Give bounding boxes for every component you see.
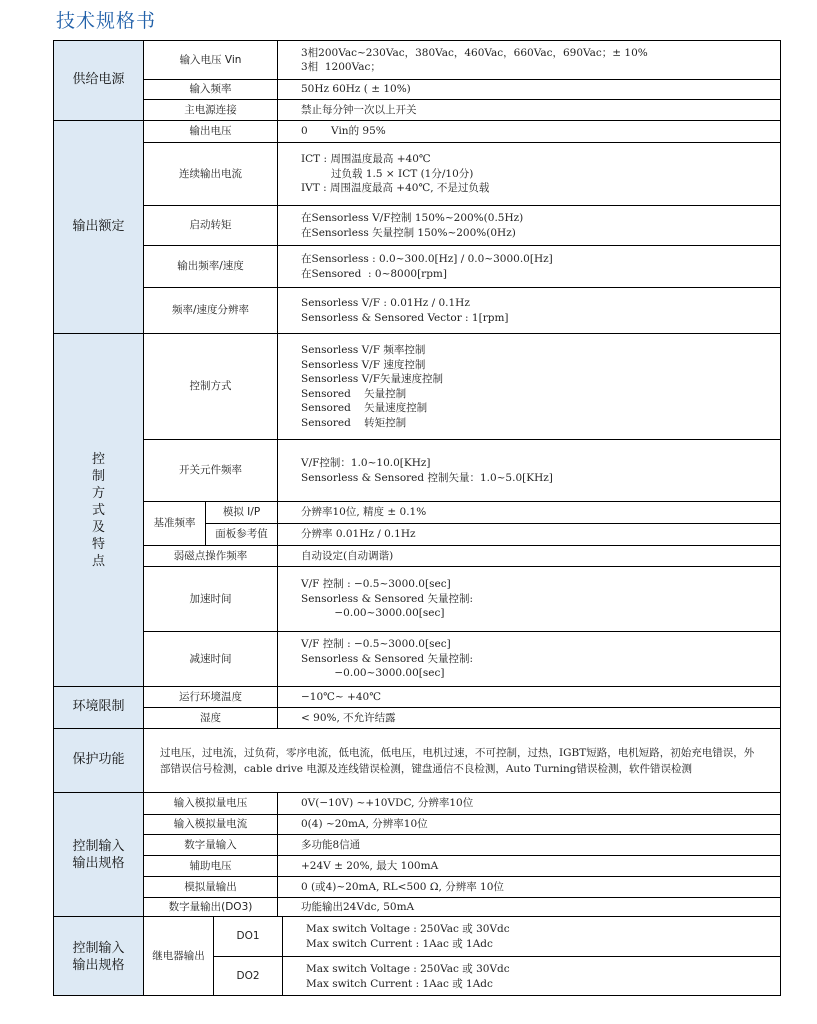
row-label: [144, 815, 278, 835]
value-line: 0(4) ~20mA, 分辨率10位: [301, 818, 428, 831]
row-value: [278, 288, 781, 334]
value-line: Sensored 矢量控制: [301, 387, 407, 400]
row-label-text: 控制方式: [189, 380, 232, 393]
panel-ref-value-text: 分辨率 0.01Hz / 0.1Hz: [301, 528, 416, 541]
category-protection: [54, 729, 144, 793]
row-label-text: 开关元件频率: [179, 464, 242, 477]
category-char: 及: [91, 519, 105, 535]
row-label-text: 输入模拟量电流: [173, 818, 248, 831]
relay-output-label-text: 继电器输出: [152, 950, 205, 963]
value-line: Sensorless V/F 速度控制: [301, 358, 426, 371]
row-label: [144, 856, 278, 877]
row-label: [144, 440, 278, 502]
row-label-text: 输出频率/速度: [177, 260, 244, 273]
value-line: +24V ± 20%, 最大 100mA: [301, 859, 439, 872]
row-label: [144, 898, 278, 917]
row-value: [278, 856, 781, 877]
row-label: [144, 143, 278, 206]
category-env: [54, 687, 144, 729]
value-line: IVT : 周围温度最高 +40℃, 不是过负载: [301, 182, 490, 195]
do2-label: [214, 957, 283, 996]
category-output: [54, 121, 144, 334]
value-line: Sensorless & Sensored Vector : 1[rpm]: [301, 311, 509, 324]
page-title: 技术规格书: [56, 10, 157, 32]
row-value: [278, 246, 781, 288]
row-label-text: 数字量输入: [184, 838, 237, 851]
row-label: [144, 632, 278, 687]
row-label-text: 输入模拟量电压: [173, 797, 248, 810]
value-line: −0.00~3000.00[sec]: [301, 607, 445, 620]
value-line: Sensored 转矩控制: [301, 416, 407, 429]
panel-ref-label-text: 面板参考值: [215, 528, 268, 541]
protection-text: [144, 729, 781, 793]
analog-ip-label: [206, 502, 278, 524]
row-label: [144, 334, 278, 440]
value-line: 自动设定(自动调谐): [301, 549, 394, 562]
value-line: −0.00~3000.00[sec]: [301, 667, 445, 680]
row-label: [144, 793, 278, 815]
value-line: V/F控制：1.0~10.0[KHz]: [301, 457, 431, 469]
row-value: [278, 898, 781, 917]
row-label-text: 湿度: [200, 711, 221, 724]
row-label: [144, 567, 278, 632]
value-line: Sensorless & Sensored 矢量控制:: [301, 652, 473, 665]
value-line: V/F 控制 : −0.5~3000.0[sec]: [301, 578, 451, 591]
value-line: Sensorless V/F : 0.01Hz / 0.1Hz: [301, 297, 470, 309]
row-value: [278, 206, 781, 246]
category-io2: [54, 917, 144, 996]
ref-freq-label-text: 基准频率: [153, 517, 196, 530]
row-label: [144, 708, 278, 729]
row-label-text: 辅助电压: [189, 859, 232, 872]
value-line: Max switch Current : 1Aac 或 1Adc: [306, 937, 493, 950]
row-value: [278, 334, 781, 440]
row-label-text: 主电源连接: [184, 103, 237, 116]
value-line: 在Sensorless V/F控制 150%~200%(0.5Hz): [301, 212, 524, 224]
row-label-text: 输入电压 Vin: [179, 53, 242, 66]
row-label: [144, 877, 278, 898]
row-label: [144, 41, 278, 80]
value-line: Sensorless & Sensored 控制矢量：1.0~5.0[KHz]: [301, 471, 553, 484]
row-value: [278, 877, 781, 898]
row-label-text: 输入频率: [189, 83, 232, 96]
value-line: 禁止每分钟一次以上开关: [301, 103, 417, 116]
row-value: [278, 80, 781, 100]
value-line: Max switch Current : 1Aac 或 1Adc: [306, 977, 493, 990]
row-label: [144, 835, 278, 856]
row-value: [278, 708, 781, 729]
category-protection-text: 保护功能: [72, 752, 125, 768]
analog-ip-value: [278, 502, 781, 524]
do1-value: [283, 917, 781, 957]
value-line: 0V(−10V) ~+10VDC, 分辨率10位: [301, 797, 474, 810]
category-char: 控制输入: [72, 838, 125, 854]
row-label: [144, 546, 278, 567]
row-label-text: 数字量输出(DO3): [168, 900, 253, 913]
row-label-text: 运行环境温度: [179, 690, 242, 703]
row-label-text: 加速时间: [189, 592, 232, 605]
category-char: 式: [91, 502, 105, 518]
row-label: [144, 246, 278, 288]
category-power: [54, 41, 144, 121]
spec-table: [53, 40, 781, 996]
category-char: 输出规格: [72, 957, 125, 973]
category-control: [54, 334, 144, 687]
category-char: 控: [91, 451, 105, 467]
category-io1: [54, 793, 144, 917]
value-line: < 90%, 不允许结露: [301, 711, 396, 724]
category-char: 制: [91, 468, 105, 484]
row-value: [278, 632, 781, 687]
row-value: [278, 687, 781, 708]
value-line: Sensored 矢量速度控制: [301, 402, 428, 414]
analog-ip-value-text: 分辨率10位, 精度 ± 0.1%: [301, 506, 427, 519]
relay-output-label: [144, 917, 214, 996]
panel-ref-value: [278, 524, 781, 546]
row-label: [144, 687, 278, 708]
category-char: 输出规格: [72, 855, 125, 871]
row-label-text: 弱磁点操作频率: [173, 549, 248, 562]
value-line: 0 (或4)~20mA, RL<500 Ω, 分辨率 10位: [301, 880, 504, 893]
row-value: [278, 567, 781, 632]
category-char: 控制输入: [72, 940, 125, 956]
value-line: 3相 1200Vac；: [301, 61, 381, 73]
row-label-text: 减速时间: [189, 652, 232, 665]
row-value: [278, 815, 781, 835]
value-line: V/F 控制 : −0.5~3000.0[sec]: [301, 638, 451, 651]
protection-text-text: 过电压，过电流，过负荷，零序电流，低电流，低电压，电机过速，不可控制，过热，IGBT短路，电机短路，初始充电错误，外部错误信号检测，cable drive 电源及连线错误检测，键盘通信不良检测，Auto Turning错误检测，软件错误检测: [160, 746, 755, 775]
value-line: ICT : 周围温度最高 +40℃: [301, 153, 431, 166]
row-label: [144, 288, 278, 334]
panel-ref-label: [206, 524, 278, 546]
value-line: 在Sensorless 矢量控制 150%~200%(0Hz): [301, 226, 516, 239]
row-label: [144, 100, 278, 121]
row-label-text: 频率/速度分辨率: [171, 304, 250, 317]
value-line: 多功能8信通: [301, 838, 361, 851]
row-label: [144, 206, 278, 246]
row-value: [278, 546, 781, 567]
value-line: Max switch Voltage : 250Vac 或 30Vdc: [306, 963, 510, 975]
ref-freq-label: [144, 502, 206, 546]
row-value: [278, 100, 781, 121]
value-line: 50Hz 60Hz ( ± 10%): [301, 83, 411, 96]
row-label-text: 连续输出电流: [179, 167, 242, 180]
row-label-text: 模拟量输出: [184, 880, 237, 893]
category-env-text: 环境限制: [72, 699, 125, 715]
category-char: 方: [91, 485, 105, 501]
analog-ip-label-text: 模拟 I/P: [222, 506, 261, 519]
row-label: [144, 121, 278, 143]
do1-label-text: DO1: [236, 930, 260, 943]
category-char: 点: [91, 553, 105, 569]
category-power-text: 供给电源: [72, 72, 125, 88]
value-line: 在Sensored : 0~8000[rpm]: [301, 267, 447, 280]
value-line: Sensorless V/F矢量速度控制: [301, 373, 443, 385]
value-line: −10℃~ +40℃: [301, 690, 381, 703]
row-label: [144, 80, 278, 100]
row-label-text: 输出电压: [189, 125, 232, 138]
row-value: [278, 793, 781, 815]
row-value: [278, 835, 781, 856]
value-line: 过负载 1.5 × ICT (1分/10分): [301, 167, 474, 180]
do1-label: [214, 917, 283, 957]
row-label-text: 启动转矩: [189, 219, 232, 232]
value-line: 在Sensorless : 0.0~300.0[Hz] / 0.0~3000.0[Hz]: [301, 253, 553, 265]
row-value: [278, 440, 781, 502]
row-value: [278, 41, 781, 80]
value-line: 3相200Vac~230Vac，380Vac，460Vac，660Vac，690Vac；± 10%: [301, 46, 648, 59]
do2-value: [283, 957, 781, 996]
value-line: Sensorless V/F 频率控制: [301, 344, 426, 356]
row-value: [278, 121, 781, 143]
value-line: 0 Vin的 95%: [301, 125, 386, 138]
value-line: Sensorless & Sensored 矢量控制:: [301, 592, 473, 605]
do2-label-text: DO2: [236, 970, 260, 983]
value-line: Max switch Voltage : 250Vac 或 30Vdc: [306, 923, 510, 935]
category-char: 特: [91, 536, 105, 552]
row-value: [278, 143, 781, 206]
category-output-text: 输出额定: [72, 218, 125, 234]
value-line: 功能输出24Vdc, 50mA: [301, 900, 415, 913]
